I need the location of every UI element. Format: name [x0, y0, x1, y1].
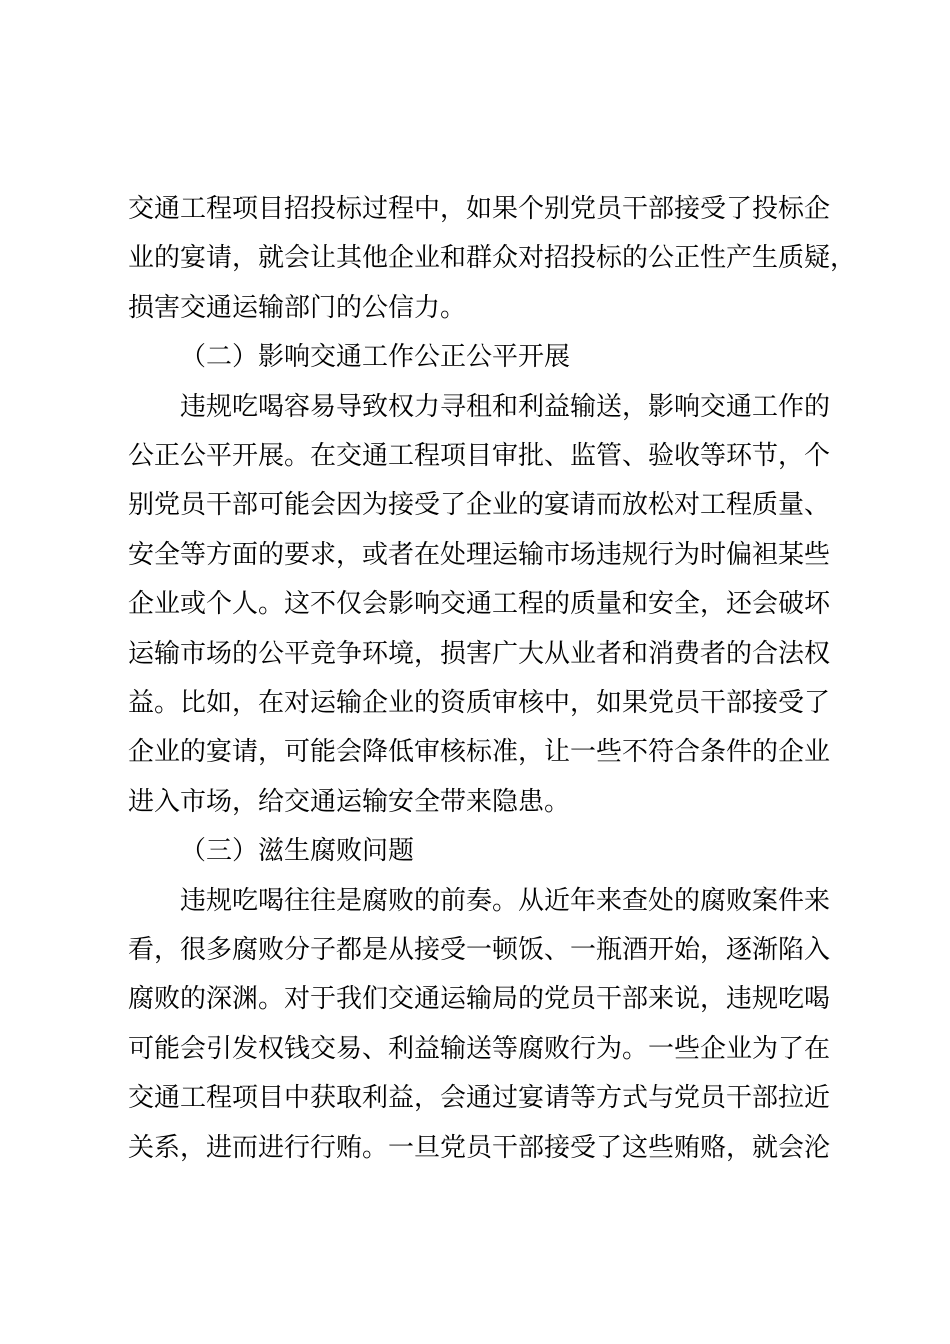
- text-line: 看，很多腐败分子都是从接受一顿饭、一瓶酒开始，逐渐陷入: [128, 935, 831, 965]
- section-heading: （二）影响交通工作公正公平开展: [180, 342, 571, 372]
- section-heading: （三）滋生腐败问题: [180, 836, 415, 866]
- text-line: 进入市场，给交通运输安全带来隐患。: [128, 787, 571, 817]
- text-line: 企业或个人。这不仅会影响交通工程的质量和安全，还会破坏: [128, 589, 831, 619]
- text-line: 违规吃喝往往是腐败的前奏。从近年来查处的腐败案件来: [180, 886, 831, 916]
- text-line: 公正公平开展。在交通工程项目审批、监管、验收等环节，个: [128, 441, 831, 471]
- text-line: 可能会引发权钱交易、利益输送等腐败行为。一些企业为了在: [128, 1034, 831, 1064]
- text-line: 关系，进而进行行贿。一旦党员干部接受了这些贿赂，就会沦: [128, 1133, 831, 1163]
- text-line: 企业的宴请，可能会降低审核标准，让一些不符合条件的企业: [128, 737, 831, 767]
- text-line: 违规吃喝容易导致权力寻租和利益输送，影响交通工作的: [180, 392, 831, 422]
- text-line: 运输市场的公平竞争环境，损害广大从业者和消费者的合法权: [128, 639, 831, 669]
- text-line: 业的宴请，就会让其他企业和群众对招投标的公正性产生质疑，: [128, 243, 857, 273]
- text-line: 交通工程项目招投标过程中，如果个别党员干部接受了投标企: [128, 194, 831, 224]
- text-line: 损害交通运输部门的公信力。: [128, 293, 467, 323]
- text-line: 腐败的深渊。对于我们交通运输局的党员干部来说，违规吃喝: [128, 984, 831, 1014]
- text-line: 安全等方面的要求，或者在处理运输市场违规行为时偏袒某些: [128, 540, 831, 570]
- text-line: 别党员干部可能会因为接受了企业的宴请而放松对工程质量、: [128, 490, 831, 520]
- text-line: 益。比如，在对运输企业的资质审核中，如果党员干部接受了: [128, 688, 831, 718]
- text-line: 交通工程项目中获取利益，会通过宴请等方式与党员干部拉近: [128, 1083, 831, 1113]
